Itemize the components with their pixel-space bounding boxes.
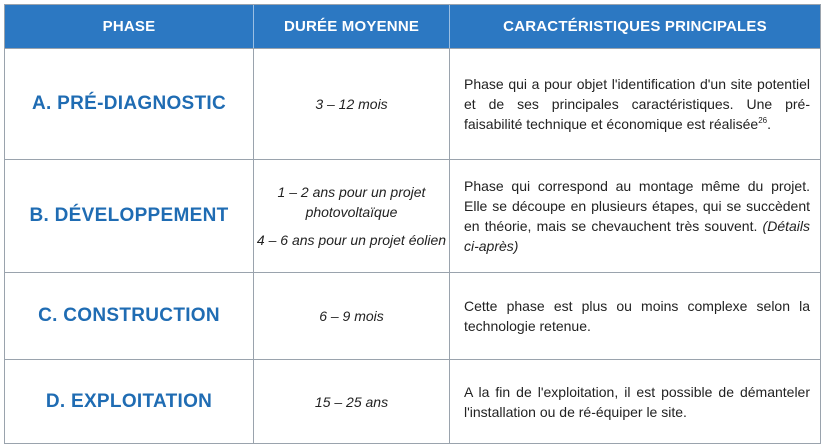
table-row xyxy=(5,272,820,359)
header-duration: DURÉE MOYENNE xyxy=(254,5,450,48)
description-text: Phase qui correspond au montage même du projet. Elle se découpe en plusieurs étapes, qui se succèdent en théorie, mais se chevauchent très souvent. xyxy=(464,178,810,234)
description-text: Cette phase est plus ou moins complexe selon la technologie retenue. xyxy=(464,298,810,334)
header-characteristics: CARACTÉRISTIQUES PRINCIPALES xyxy=(450,5,820,48)
duration-cell xyxy=(254,159,450,272)
footnote-ref: 26 xyxy=(758,116,768,125)
description-cell xyxy=(450,159,820,272)
header-phase: PHASE xyxy=(5,5,254,48)
duration-value: 3 – 12 mois xyxy=(315,96,388,112)
duration-value: 15 – 25 ans xyxy=(314,393,389,410)
duration-value: 4 – 6 ans pour un projet éolien xyxy=(256,232,447,248)
phase-name: A. PRÉ-DIAGNOSTIC xyxy=(5,48,254,159)
details-note: (Détails ci-après) xyxy=(464,218,811,254)
description-cell xyxy=(450,48,820,159)
duration-cell xyxy=(254,48,450,159)
description-cell xyxy=(450,359,820,443)
phase-name: D. EXPLOITATION xyxy=(5,359,254,443)
table-row xyxy=(5,159,820,272)
phase-table xyxy=(4,4,821,444)
table-row xyxy=(5,359,820,443)
description-text: A la fin de l'exploitation, il est possible de démanteler l'installation ou de ré-équiper le site. xyxy=(464,383,810,420)
duration-cell xyxy=(254,359,450,443)
duration-cell xyxy=(254,272,450,359)
phase-name: C. CONSTRUCTION xyxy=(5,272,254,359)
duration-value: 1 – 2 ans pour un projet photovoltaïque xyxy=(277,184,426,220)
phase-name: B. DÉVELOPPEMENT xyxy=(5,159,254,272)
description-text: Phase qui a pour objet l'identification d'un site potentiel et de ses principales caractéristiques. Une pré-faisabilité technique et économique est réalisée xyxy=(464,76,810,132)
description-end: . xyxy=(767,116,771,132)
description-cell xyxy=(450,272,820,359)
duration-value: 6 – 9 mois xyxy=(319,308,384,324)
table-row xyxy=(5,48,820,159)
header-row xyxy=(5,5,820,48)
